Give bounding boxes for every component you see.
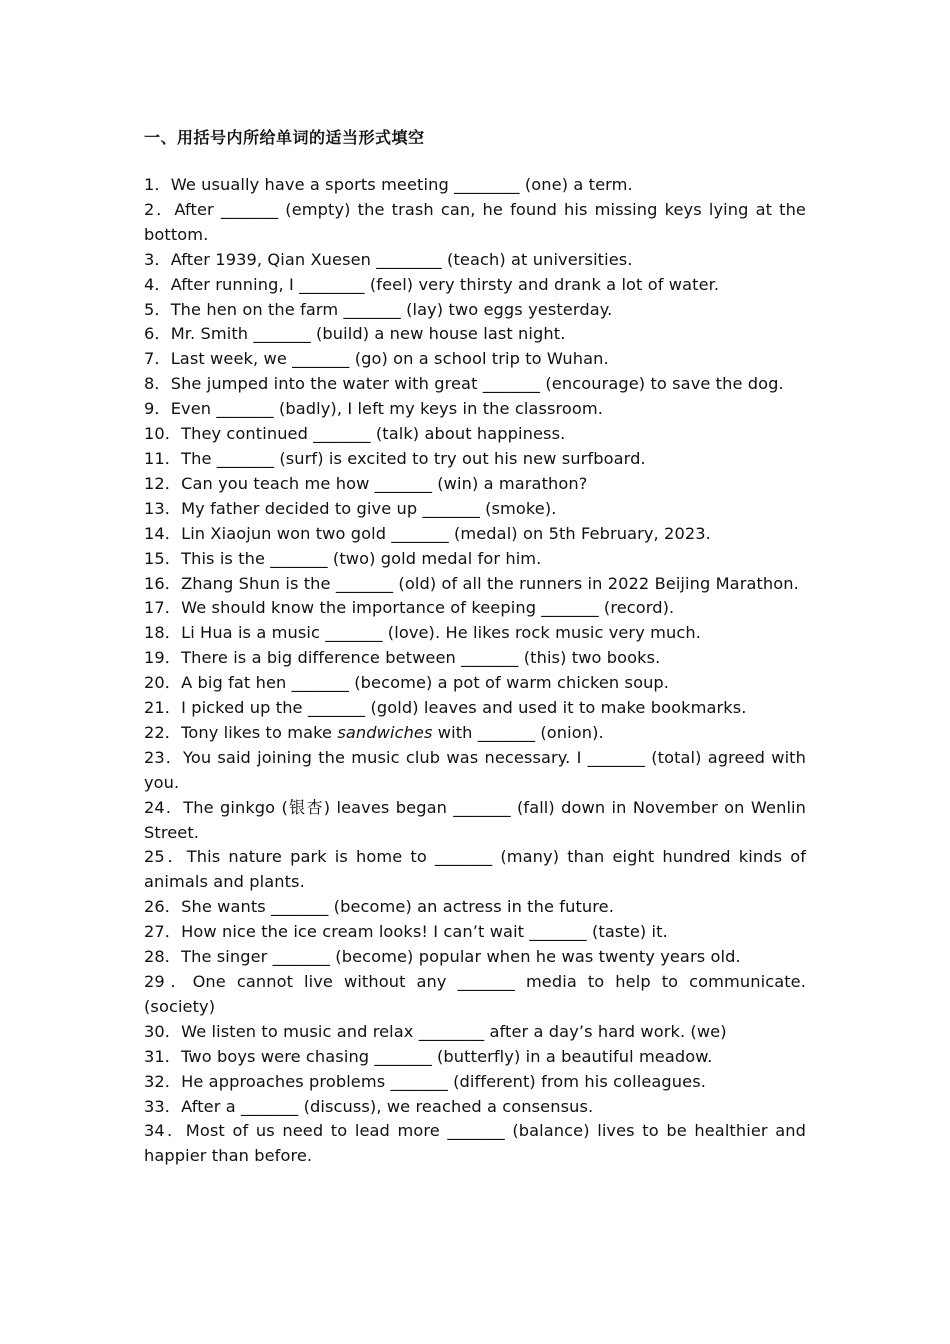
- question-item: [144, 273, 806, 298]
- question-text: Mr. Smith _______ (build) a new house last night.: [170, 324, 566, 344]
- question-item: [144, 347, 806, 372]
- question-text: Li Hua is a music _______ (love). He likes rock music very much.: [181, 623, 701, 643]
- question-text: Even _______ (badly), I left my keys in the classroom.: [170, 399, 604, 419]
- question-text: Last week, we _______ (go) on a school trip to Wuhan.: [170, 349, 609, 369]
- question-text: The hen on the farm _______ (lay) two eggs yesterday.: [170, 299, 613, 319]
- question-item: [144, 1070, 806, 1095]
- question-item: [144, 1119, 806, 1169]
- question-item: [144, 298, 806, 323]
- question-number: 17．: [144, 598, 182, 618]
- question-number: 28．: [144, 947, 182, 967]
- question-item: [144, 547, 806, 572]
- question-text: My father decided to give up _______ (smoke).: [181, 498, 557, 518]
- question-item: [144, 671, 806, 696]
- question-number: 10．: [144, 424, 182, 444]
- question-number: 30．: [144, 1021, 182, 1041]
- question-item: [144, 522, 806, 547]
- question-text: She wants _______ (become) an actress in the future.: [181, 897, 614, 917]
- question-item: [144, 1020, 806, 1045]
- question-text: After running, I ________ (feel) very thirsty and drank a lot of water.: [170, 274, 720, 294]
- question-item: [144, 621, 806, 646]
- question-item: [144, 895, 806, 920]
- section-title: 一、用括号内所给单词的适当形式填空: [144, 128, 425, 147]
- question-list: [144, 173, 806, 1169]
- question-number: 20．: [144, 673, 182, 693]
- question-number: 5．: [144, 299, 171, 319]
- question-number: 23．: [144, 747, 183, 767]
- question-number: 3．: [144, 249, 171, 269]
- question-text: I picked up the _______ (gold) leaves and used it to make bookmarks.: [181, 698, 747, 718]
- question-number: 14．: [144, 523, 182, 543]
- question-item: [144, 945, 806, 970]
- question-item: [144, 422, 806, 447]
- question-text-before: Tony likes to make: [181, 722, 338, 742]
- question-text: You said joining the music club was necessary. I _______ (total) agreed with you.: [144, 747, 806, 792]
- question-number: 4．: [144, 274, 171, 294]
- question-item: [144, 970, 806, 1020]
- question-number: 34．: [144, 1121, 186, 1141]
- question-item: [144, 596, 806, 621]
- question-item: [144, 447, 806, 472]
- question-text: We should know the importance of keeping _______ (record).: [181, 598, 675, 618]
- question-italic-word: sandwiches: [337, 722, 433, 742]
- question-text: Can you teach me how _______ (win) a marathon?: [181, 473, 588, 493]
- question-text: The ginkgo (银杏) leaves began _______ (fall) down in November on Wenlin Street.: [144, 797, 806, 842]
- question-item: [144, 920, 806, 945]
- question-text: A big fat hen _______ (become) a pot of warm chicken soup.: [181, 673, 670, 693]
- question-item: [144, 721, 806, 746]
- question-number: 27．: [144, 922, 182, 942]
- question-number: 2．: [144, 199, 175, 219]
- question-number: 21．: [144, 698, 182, 718]
- question-item: [144, 497, 806, 522]
- question-number: 25．: [144, 847, 187, 867]
- question-number: 32．: [144, 1071, 182, 1091]
- question-number: 24．: [144, 797, 184, 817]
- question-text: This is the _______ (two) gold medal for him.: [181, 548, 542, 568]
- question-text: She jumped into the water with great _______ (encourage) to save the dog.: [170, 374, 784, 394]
- question-text: One cannot live without any _______ media to help to communicate. (society): [144, 972, 806, 1016]
- question-text: After a _______ (discuss), we reached a consensus.: [181, 1096, 594, 1116]
- question-item: [144, 572, 806, 597]
- question-text: We usually have a sports meeting ________ (one) a term.: [170, 175, 633, 194]
- question-number: 1．: [144, 175, 171, 194]
- question-text: He approaches problems _______ (different) from his colleagues.: [181, 1071, 706, 1091]
- question-item: [144, 173, 806, 198]
- question-item: [144, 472, 806, 497]
- question-text: They continued _______ (talk) about happiness.: [181, 424, 566, 444]
- question-number: 31．: [144, 1046, 182, 1066]
- question-number: 6．: [144, 324, 171, 344]
- question-number: 33．: [144, 1096, 182, 1116]
- question-number: 29．: [144, 972, 193, 991]
- question-item: [144, 198, 806, 248]
- question-text: Lin Xiaojun won two gold _______ (medal) on 5th February, 2023.: [181, 523, 711, 543]
- question-number: 13．: [144, 498, 182, 518]
- question-item: [144, 397, 806, 422]
- question-item: [144, 248, 806, 273]
- question-text: Most of us need to lead more _______ (balance) lives to be healthier and happier than before.: [144, 1121, 806, 1166]
- question-number: 26．: [144, 897, 182, 917]
- question-number: 15．: [144, 548, 182, 568]
- question-text: This nature park is home to _______ (many) than eight hundred kinds of animals and plants.: [144, 847, 806, 892]
- question-text: There is a big difference between _______ (this) two books.: [181, 648, 661, 668]
- question-number: 16．: [144, 573, 182, 593]
- question-text: The singer _______ (become) popular when he was twenty years old.: [181, 947, 741, 967]
- question-number: 9．: [144, 399, 171, 419]
- question-item: [144, 845, 806, 895]
- question-text: Zhang Shun is the _______ (old) of all the runners in 2022 Beijing Marathon.: [181, 573, 799, 593]
- question-text: The _______ (surf) is excited to try out his new surfboard.: [181, 448, 646, 468]
- question-item: [144, 796, 806, 846]
- question-number: 22．: [144, 722, 182, 742]
- question-item: [144, 322, 806, 347]
- question-text: How nice the ice cream looks! I can’t wait _______ (taste) it.: [181, 922, 668, 942]
- question-number: 12．: [144, 473, 182, 493]
- question-text: After 1939, Qian Xuesen ________ (teach) at universities.: [170, 249, 633, 269]
- question-item: [144, 746, 806, 796]
- question-item: [144, 372, 806, 397]
- question-number: 18．: [144, 623, 182, 643]
- question-number: 8．: [144, 374, 171, 394]
- question-text-after: with _______ (onion).: [432, 722, 604, 742]
- question-number: 11．: [144, 448, 182, 468]
- question-number: 7．: [144, 349, 171, 369]
- question-item: [144, 696, 806, 721]
- question-text: We listen to music and relax ________ after a day’s hard work. (we): [181, 1021, 727, 1041]
- question-number: 19．: [144, 648, 182, 668]
- question-item: [144, 646, 806, 671]
- question-item: [144, 1045, 806, 1070]
- question-text: After _______ (empty) the trash can, he found his missing keys lying at the bottom.: [144, 199, 806, 244]
- question-text: Two boys were chasing _______ (butterfly) in a beautiful meadow.: [181, 1046, 713, 1066]
- question-item: [144, 1095, 806, 1120]
